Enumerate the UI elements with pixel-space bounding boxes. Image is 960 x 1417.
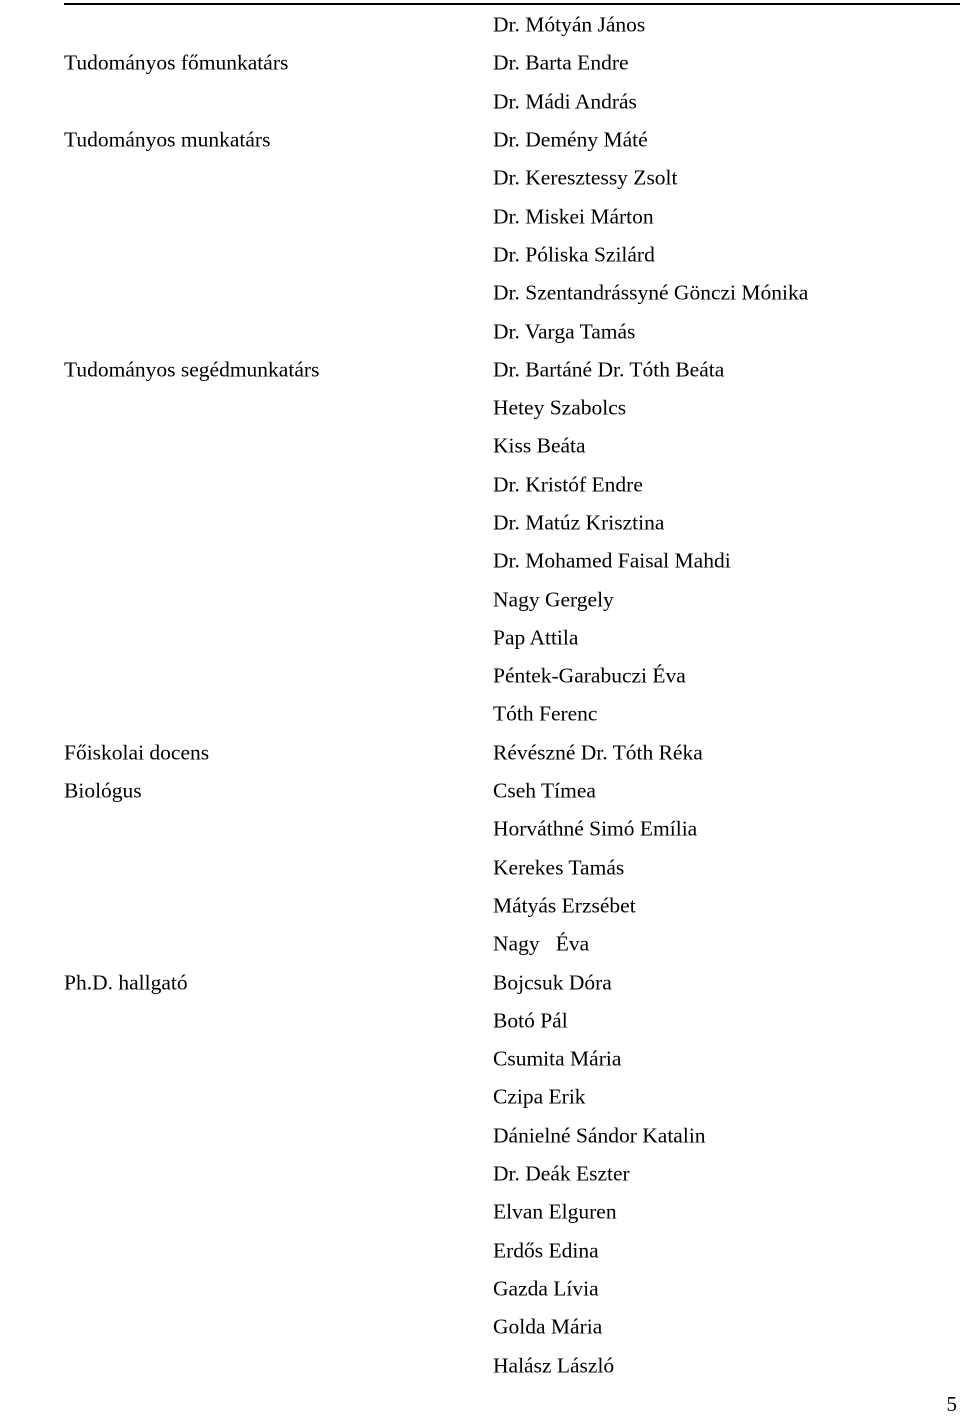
position-title: Ph.D. hallgató	[64, 970, 188, 995]
staff-name: Dr. Keresztessy Zsolt	[493, 165, 678, 190]
staff-row	[0, 1155, 960, 1193]
position-title: Tudományos munkatárs	[64, 127, 271, 152]
staff-row	[0, 504, 960, 542]
staff-name: Nagy Gergely	[493, 587, 614, 612]
staff-list	[0, 6, 960, 1385]
staff-row	[0, 542, 960, 580]
staff-name: Dr. Miskei Márton	[493, 204, 654, 229]
staff-row	[0, 849, 960, 887]
staff-name: Dr. Matúz Krisztina	[493, 510, 665, 535]
staff-name: Csumita Mária	[493, 1046, 622, 1071]
staff-row	[0, 1270, 960, 1308]
staff-name: Dr. Szentandrássyné Gönczi Mónika	[493, 280, 809, 305]
staff-name: Dr. Kristóf Endre	[493, 472, 643, 497]
staff-name: Czipa Erik	[493, 1084, 586, 1109]
position-title: Tudományos főmunkatárs	[64, 50, 289, 75]
staff-row	[0, 619, 960, 657]
staff-row	[0, 466, 960, 504]
position-title: Főiskolai docens	[64, 740, 210, 765]
staff-name: Péntek-Garabuczi Éva	[493, 663, 686, 688]
staff-name: Révészné Dr. Tóth Réka	[493, 740, 703, 765]
staff-name: Pap Attila	[493, 625, 579, 650]
staff-name: Dr. Mohamed Faisal Mahdi	[493, 548, 731, 573]
staff-name: Mátyás Erzsébet	[493, 893, 636, 918]
staff-row	[0, 887, 960, 925]
staff-row	[0, 580, 960, 618]
staff-name: Botó Pál	[493, 1008, 568, 1033]
staff-name: Golda Mária	[493, 1314, 603, 1339]
staff-row	[0, 197, 960, 235]
staff-row	[0, 695, 960, 733]
staff-name: Kiss Beáta	[493, 433, 586, 458]
staff-row	[0, 772, 960, 810]
staff-name: Dr. Mádi András	[493, 89, 637, 114]
staff-row	[0, 1002, 960, 1040]
staff-name: Dr. Mótyán János	[493, 12, 646, 37]
staff-row	[0, 389, 960, 427]
staff-row	[0, 810, 960, 848]
staff-name: Halász László	[493, 1353, 615, 1378]
staff-name: Dr. Demény Máté	[493, 127, 648, 152]
top-rule	[64, 3, 960, 5]
staff-name: Bojcsuk Dóra	[493, 970, 612, 995]
staff-name: Dr. Barta Endre	[493, 50, 629, 75]
staff-name: Dr. Varga Tamás	[493, 319, 636, 344]
staff-row	[0, 121, 960, 159]
staff-row	[0, 236, 960, 274]
staff-row	[0, 6, 960, 44]
staff-name: Nagy Éva	[493, 931, 590, 956]
staff-row	[0, 1078, 960, 1116]
staff-row	[0, 427, 960, 465]
page-number: 5	[946, 1392, 957, 1416]
staff-row	[0, 351, 960, 389]
staff-name: Horváthné Simó Emília	[493, 816, 698, 841]
staff-row	[0, 1232, 960, 1270]
staff-row	[0, 1117, 960, 1155]
staff-row	[0, 1346, 960, 1384]
staff-name: Gazda Lívia	[493, 1276, 599, 1301]
staff-name: Dr. Bartáné Dr. Tóth Beáta	[493, 357, 725, 382]
staff-row	[0, 963, 960, 1001]
position-title: Biológus	[64, 778, 142, 803]
staff-row	[0, 1193, 960, 1231]
staff-name: Dánielné Sándor Katalin	[493, 1123, 706, 1148]
staff-row	[0, 159, 960, 197]
staff-row	[0, 925, 960, 963]
staff-name: Elvan Elguren	[493, 1199, 617, 1224]
staff-name: Cseh Tímea	[493, 778, 596, 803]
staff-name: Dr. Póliska Szilárd	[493, 242, 655, 267]
staff-row	[0, 734, 960, 772]
staff-row	[0, 1040, 960, 1078]
staff-name: Kerekes Tamás	[493, 855, 625, 880]
staff-name: Tóth Ferenc	[493, 701, 598, 726]
staff-name: Hetey Szabolcs	[493, 395, 627, 420]
position-title: Tudományos segédmunkatárs	[64, 357, 320, 382]
staff-row	[0, 1308, 960, 1346]
staff-row	[0, 83, 960, 121]
staff-row	[0, 44, 960, 82]
staff-row	[0, 312, 960, 350]
staff-name: Erdős Edina	[493, 1238, 599, 1263]
staff-name: Dr. Deák Eszter	[493, 1161, 630, 1186]
staff-row	[0, 274, 960, 312]
staff-row	[0, 657, 960, 695]
